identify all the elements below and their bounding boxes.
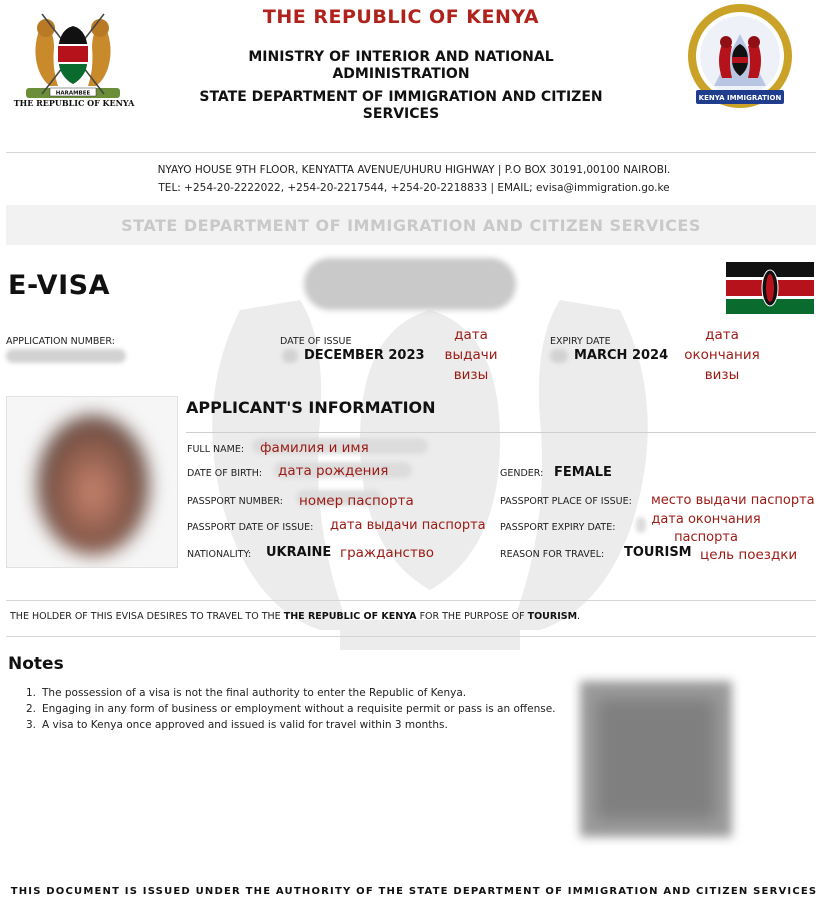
purpose-middle: FOR THE PURPOSE OF (416, 611, 528, 622)
nationality-annotation: гражданство (340, 545, 435, 561)
address-line-2: TEL: +254-20-2222022, +254-20-2217544, +254-20-2218833 | EMAIL; evisa@immigration.go.ke (158, 182, 670, 194)
note-number: 2. (26, 703, 37, 715)
evisa-heading: E-VISA (8, 270, 110, 301)
department-band-text: STATE DEPARTMENT OF IMMIGRATION AND CITIZEN SERVICES (121, 216, 701, 235)
passport-place-label: PASSPORT PLACE OF ISSUE: (500, 496, 632, 507)
purpose-prefix: THE HOLDER OF THIS EVISA DESIRES TO TRAVEL TO THE (10, 611, 284, 622)
date-of-issue-annotation: дата выдачи визы (444, 327, 498, 383)
date-of-issue-label: DATE OF ISSUE (280, 336, 352, 347)
note-item (26, 717, 566, 733)
department-name: STATE DEPARTMENT OF IMMIGRATION AND CITIZEN SERVICES (199, 89, 603, 122)
nationality-label: NATIONALITY: (187, 549, 252, 560)
note-number: 1. (26, 687, 37, 699)
reason-value: TOURISM (624, 545, 692, 560)
redacted-application-number (6, 349, 126, 363)
page-title: THE REPUBLIC OF KENYA (262, 6, 540, 28)
passport-number-annotation: номер паспорта (299, 493, 414, 509)
purpose-country: THE REPUBLIC OF KENYA (283, 611, 417, 622)
full-name-annotation: фамилия и имя (260, 440, 369, 456)
reason-label: REASON FOR TRAVEL: (500, 549, 605, 560)
seal-caption: KENYA IMMIGRATION (698, 94, 782, 102)
gender-label: GENDER: (500, 468, 544, 479)
applicant-info-title: APPLICANT'S INFORMATION (186, 398, 436, 417)
applicant-info-divider (186, 432, 816, 433)
header-divider (6, 152, 816, 153)
left-crest-caption: THE REPUBLIC OF KENYA (13, 98, 135, 108)
reason-annotation: цель поездки (700, 547, 798, 563)
application-number-label: APPLICATION NUMBER: (6, 336, 115, 347)
purpose-divider-top (6, 600, 816, 601)
nationality-value: UKRAINE (266, 545, 332, 560)
note-number: 3. (26, 719, 37, 731)
expiry-date-annotation: дата окончания визы (684, 327, 760, 383)
travel-purpose-statement (10, 611, 580, 622)
crest-motto: HARAMBEE (55, 90, 91, 97)
dob-label: DATE OF BIRTH: (187, 468, 263, 479)
applicant-photo (6, 396, 178, 568)
address-line-1: NYAYO HOUSE 9TH FLOOR, KENYATTA AVENUE/UHURU HIGHWAY | P.O BOX 30191,00100 NAIROBI. (157, 164, 671, 176)
note-item (26, 701, 566, 717)
ministry-name: MINISTRY OF INTERIOR AND NATIONAL ADMINISTRATION (248, 49, 554, 82)
purpose-suffix: . (577, 611, 581, 622)
redacted-holder-name (304, 258, 516, 310)
note-item (26, 685, 566, 701)
note-text: The possession of a visa is not the final authority to enter the Republic of Kenya. (42, 687, 467, 699)
gender-value: FEMALE (554, 465, 612, 480)
passport-number-label: PASSPORT NUMBER: (187, 496, 283, 507)
date-of-issue-value: DECEMBER 2023 (304, 348, 425, 363)
authority-footer: THIS DOCUMENT IS ISSUED UNDER THE AUTHORITY OF THE STATE DEPARTMENT OF IMMIGRATION AND CITIZEN SERVICES (10, 886, 818, 897)
kenya-flag-icon (726, 262, 814, 314)
notes-title: Notes (8, 654, 64, 674)
passport-date-label: PASSPORT DATE OF ISSUE: (187, 522, 314, 533)
coat-of-arms-watermark (150, 250, 710, 670)
full-name-label: FULL NAME: (187, 444, 245, 455)
note-text: Engaging in any form of business or employment without a requisite permit or pass is an offense. (42, 703, 556, 715)
purpose-value: TOURISM (527, 611, 578, 622)
dob-annotation: дата рождения (278, 463, 389, 479)
kenya-immigration-seal-logo (678, 4, 802, 112)
redacted-issue-day (282, 349, 298, 363)
expiry-date-value: MARCH 2024 (574, 348, 669, 363)
passport-date-annotation: дата выдачи паспорта (330, 518, 486, 533)
purpose-divider-bottom (6, 636, 816, 637)
passport-place-annotation: место выдачи паспорта (651, 493, 815, 508)
redacted-face (37, 415, 149, 555)
redacted-qr-inner (596, 698, 716, 820)
redacted-expiry-day (550, 349, 568, 363)
passport-expiry-annotation: дата окончания паспорта (651, 512, 761, 545)
kenya-coat-of-arms-logo (18, 8, 128, 100)
expiry-date-label: EXPIRY DATE (550, 336, 611, 347)
passport-expiry-label: PASSPORT EXPIRY DATE: (500, 522, 616, 533)
notes-list (26, 685, 566, 733)
note-text: A visa to Kenya once approved and issued is valid for travel within 3 months. (42, 719, 448, 731)
